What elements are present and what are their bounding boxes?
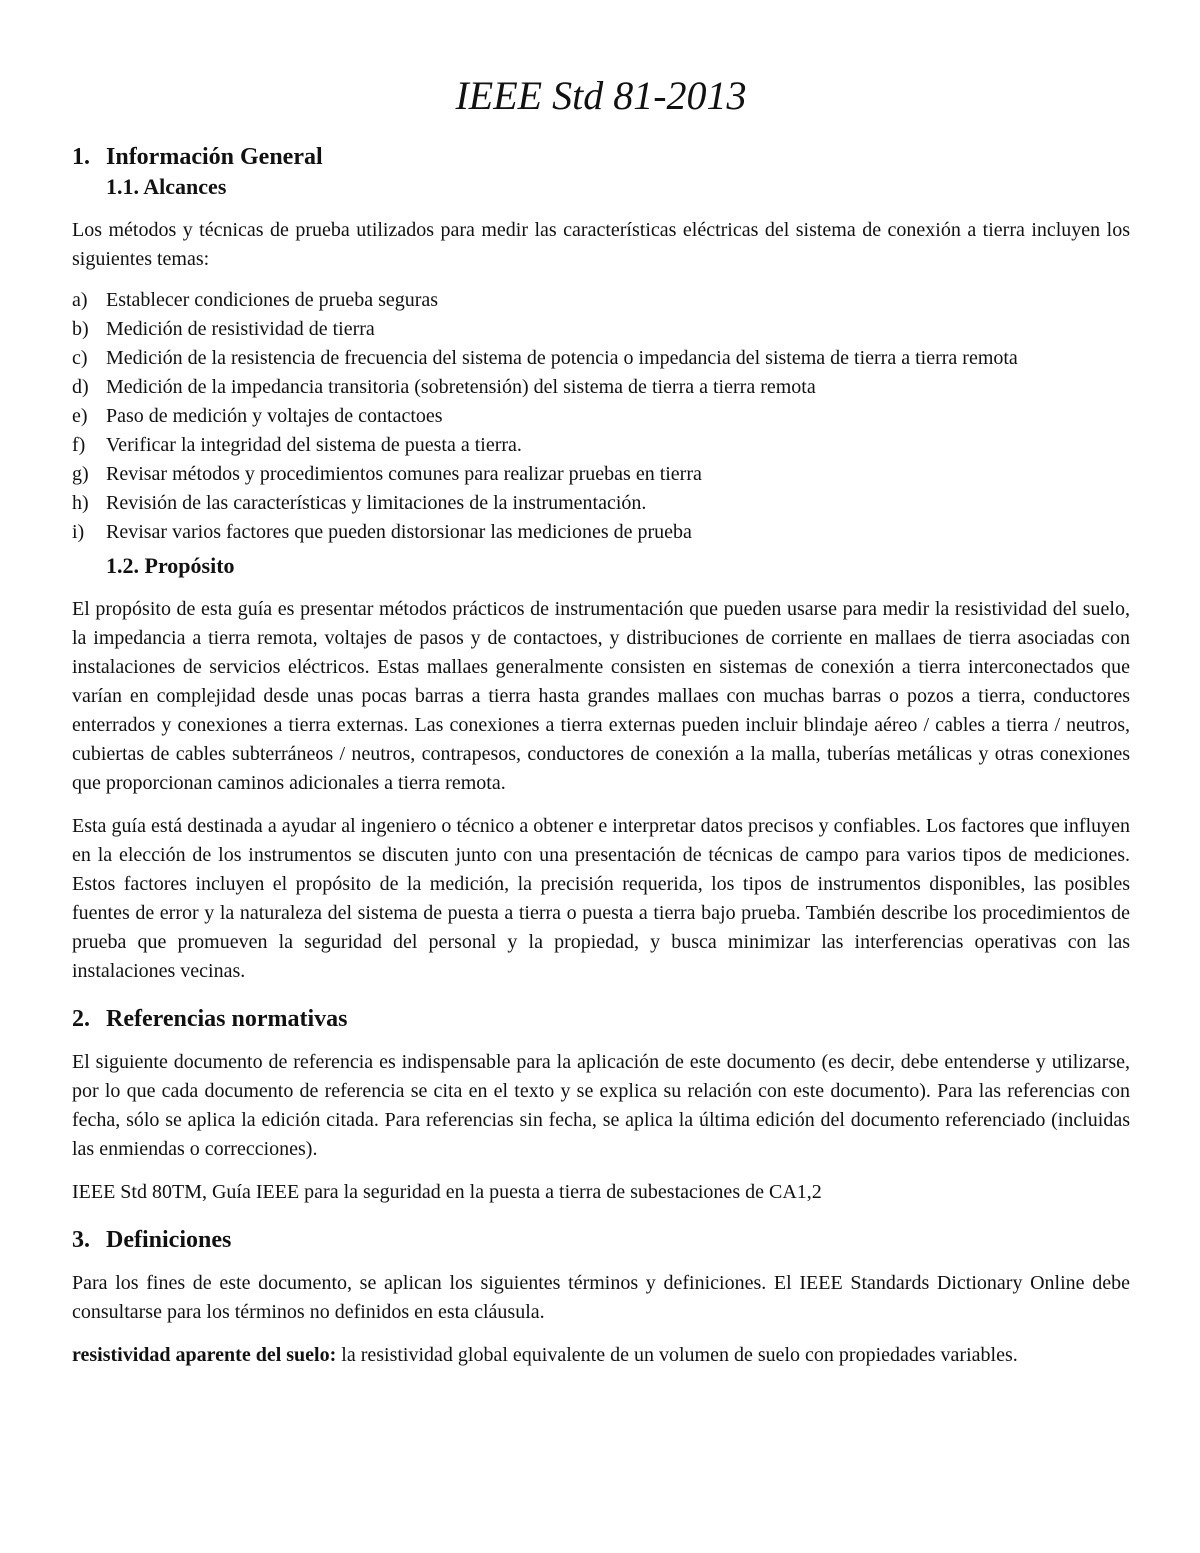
- list-item-text: Verificar la integridad del sistema de puesta a tierra.: [106, 434, 522, 456]
- document-title: IEEE Std 81-2013: [455, 73, 747, 118]
- list-item-letter: b): [72, 318, 89, 340]
- section-1-title: Información General: [106, 144, 323, 170]
- section-3-number: 3.: [72, 1227, 90, 1253]
- scope-list: [72, 286, 1130, 547]
- list-item: [72, 315, 1130, 344]
- definitions-intro: Para los fines de este documento, se aplican los siguientes términos y definiciones. El IEEE Standards Dictionary Online debe consultarse para los términos no definidos en esta cláusula.: [72, 1272, 1130, 1323]
- list-item-text: Establecer condiciones de prueba seguras: [106, 289, 439, 311]
- subsection-1-2-number: 1.2.: [106, 553, 139, 578]
- definition-entry: [72, 1341, 1130, 1370]
- list-item-letter: d): [72, 376, 89, 398]
- list-item: [72, 286, 1130, 315]
- list-item-text: Medición de la resistencia de frecuencia del sistema de potencia o impedancia del sistema de tierra a tierra remota: [106, 347, 1018, 369]
- list-item-letter: i): [72, 521, 85, 543]
- list-item-text: Revisión de las características y limitaciones de la instrumentación.: [106, 492, 647, 514]
- list-item-letter: e): [72, 405, 88, 427]
- list-item: [72, 460, 1130, 489]
- scope-intro: Los métodos y técnicas de prueba utilizados para medir las características eléctricas del sistema de conexión a tierra incluyen los siguientes temas:: [72, 219, 1130, 270]
- references-paragraph: El siguiente documento de referencia es indispensable para la aplicación de este documento (es decir, debe entenderse y utilizarse, por lo que cada documento de referencia se cita en el texto y se explica su relación con este documento). Para las referencias con fecha, sólo se aplica la edición citada. Para referencias sin fecha, se aplica la última edición del documento referenciado (incluidas las enmiendas o correcciones).: [72, 1051, 1130, 1160]
- list-item: [72, 402, 1130, 431]
- definition-term: resistividad aparente del suelo:: [72, 1344, 337, 1366]
- list-item-text: Revisar varios factores que pueden distorsionar las mediciones de prueba: [106, 521, 692, 543]
- list-item-letter: c): [72, 347, 88, 369]
- list-item: [72, 489, 1130, 518]
- reference-entry: IEEE Std 80TM, Guía IEEE para la seguridad en la puesta a tierra de subestaciones de CA1,2: [72, 1181, 822, 1203]
- list-item-text: Medición de la impedancia transitoria (sobretensión) del sistema de tierra a tierra remota: [106, 376, 816, 398]
- subsection-1-1-heading: [106, 172, 1130, 202]
- section-3-title: Definiciones: [106, 1227, 232, 1253]
- list-item: [72, 373, 1130, 402]
- list-item-letter: h): [72, 492, 89, 514]
- list-item-letter: f): [72, 434, 86, 456]
- section-1-heading: [72, 142, 1130, 172]
- list-item-letter: g): [72, 463, 89, 485]
- list-item-letter: a): [72, 289, 88, 311]
- section-2-heading: [72, 1004, 1130, 1034]
- section-2-number: 2.: [72, 1006, 90, 1032]
- list-item: [72, 344, 1130, 373]
- section-3-heading: [72, 1225, 1130, 1255]
- section-1-number: 1.: [72, 144, 90, 170]
- list-item-text: Paso de medición y voltajes de contactoes: [106, 405, 443, 427]
- subsection-1-1-title: Alcances: [143, 174, 227, 199]
- definition-text: la resistividad global equivalente de un volumen de suelo con propiedades variables.: [336, 1344, 1018, 1366]
- subsection-1-2-title: Propósito: [144, 553, 235, 578]
- purpose-paragraph-1: El propósito de esta guía es presentar métodos prácticos de instrumentación que pueden usarse para medir la resistividad del suelo, la impedancia a tierra remota, voltajes de pasos y de contactoes, y distribuciones de corriente en mallaes de tierra asociadas con instalaciones de servicios eléctricos. Estas mallaes generalmente consisten en sistemas de conexión a tierra interconectados que varían en complejidad desde unas pocas barras a tierra hasta grandes mallaes con muchas barras o pozos a tierra, conductores enterrados y conexiones a tierra externas. Las conexiones a tierra externas pueden incluir blindaje aéreo / cables a tierra / neutros, cubiertas de cables subterráneos / neutros, contrapesos, conductores de conexión a la malla, tuberías metálicas y otras conexiones que proporcionan caminos adicionales a tierra remota.: [72, 598, 1130, 794]
- document-page: [72, 72, 1130, 1370]
- list-item-text: Revisar métodos y procedimientos comunes para realizar pruebas en tierra: [106, 463, 702, 485]
- subsection-1-2-heading: [106, 551, 1130, 581]
- list-item: [72, 431, 1130, 460]
- list-item-text: Medición de resistividad de tierra: [106, 318, 375, 340]
- section-2-title: Referencias normativas: [106, 1006, 348, 1032]
- list-item: [72, 518, 1130, 547]
- subsection-1-1-number: 1.1.: [106, 174, 139, 199]
- purpose-paragraph-2: Esta guía está destinada a ayudar al ingeniero o técnico a obtener e interpretar datos precisos y confiables. Los factores que influyen en la elección de los instrumentos se discuten junto con una presentación de técnicas de campo para varios tipos de mediciones. Estos factores incluyen el propósito de la medición, la precisión requerida, los tipos de instrumentos disponibles, las posibles fuentes de error y la naturaleza del sistema de puesta a tierra o puesta a tierra bajo prueba. También describe los procedimientos de prueba que promueven la seguridad del personal y la propiedad, y busca minimizar las interferencias operativas con las instalaciones vecinas.: [72, 815, 1130, 982]
